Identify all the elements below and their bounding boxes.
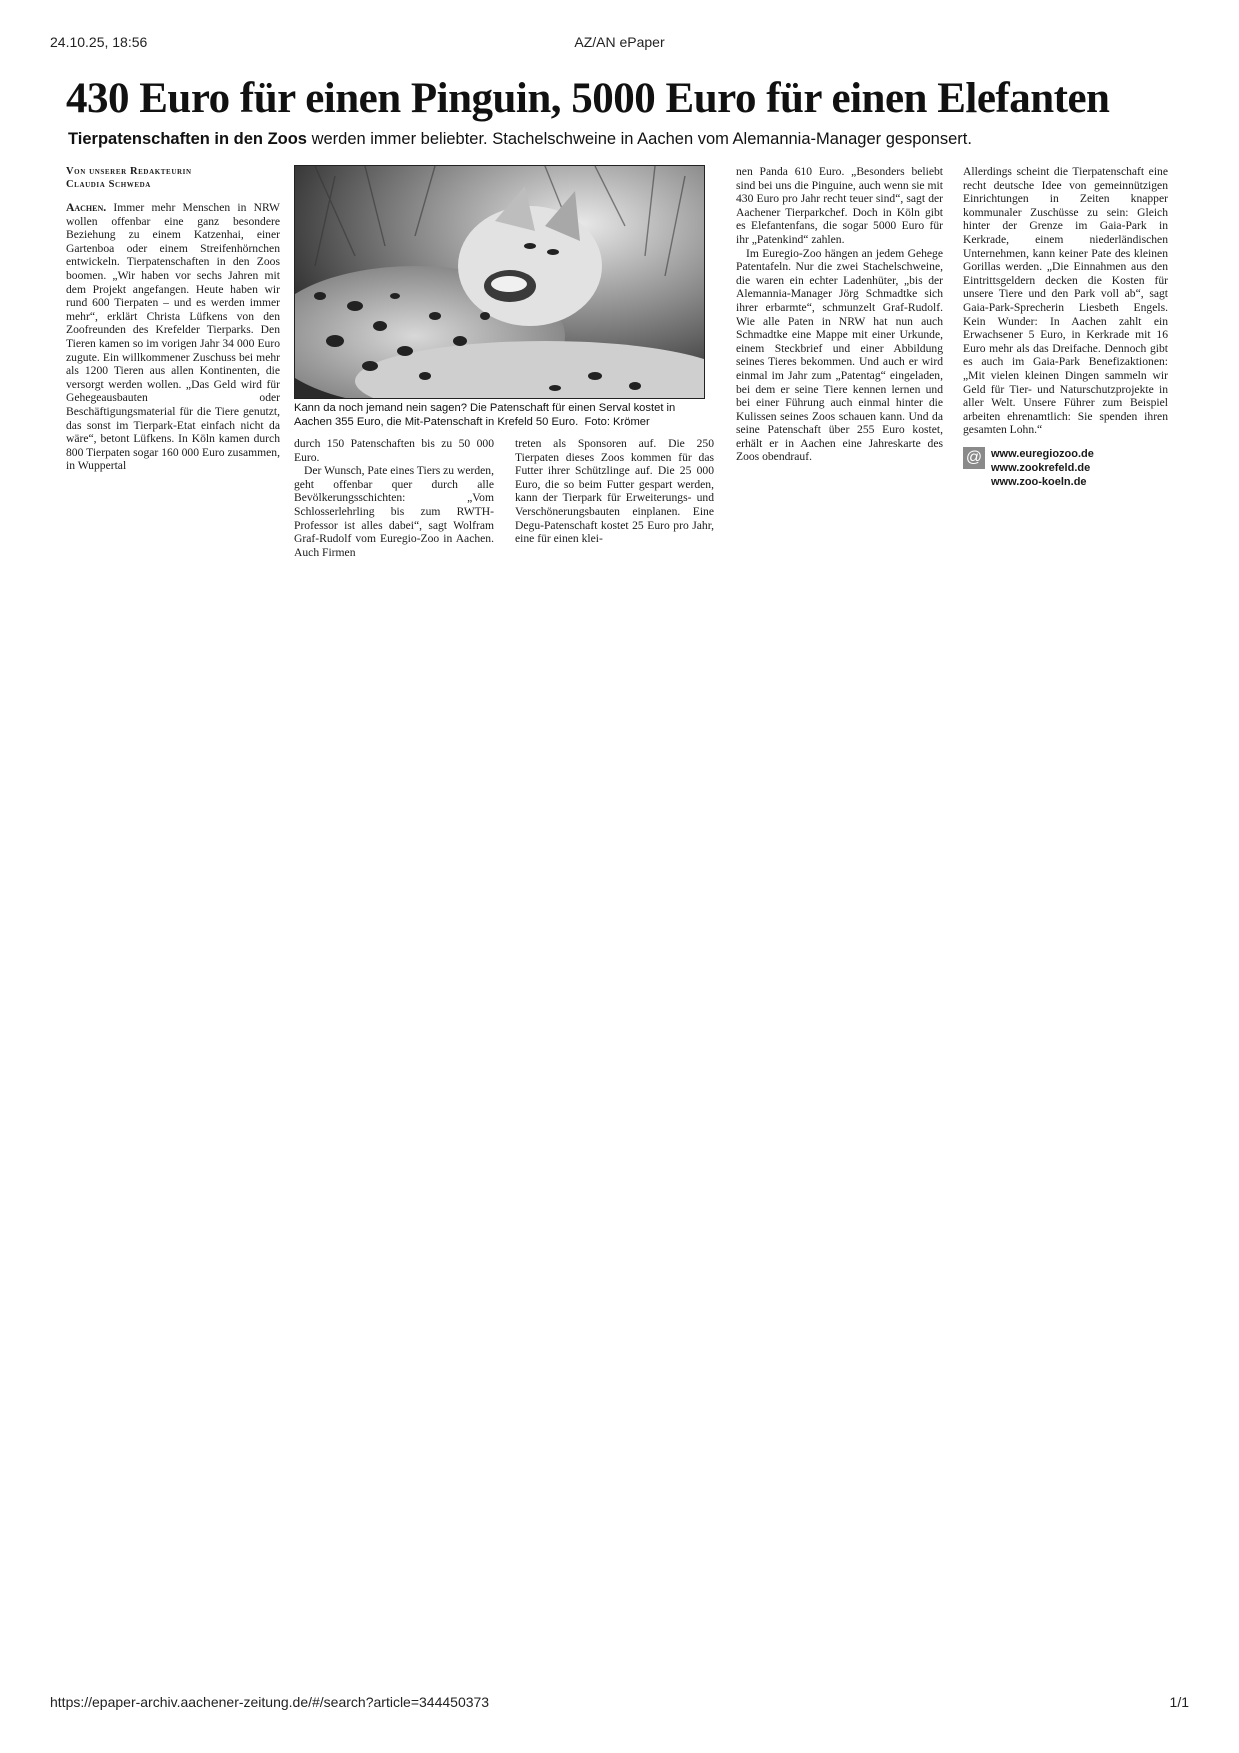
article-column-2: [294, 437, 494, 559]
article-subhead: [68, 130, 1178, 149]
link-zoo-koeln[interactable]: www.zoo-koeln.de: [991, 475, 1087, 488]
photo-caption: [294, 401, 706, 429]
link-zookrefeld[interactable]: www.zookrefeld.de: [991, 461, 1091, 474]
paragraph: Allerdings scheint die Tierpatenschaft eine recht deutsche Idee von gemeinnützigen Einrichtungen in Zeiten knapper kommunaler Zuschüsse zu sein: Gleich hinter der Grenze im Gaia-Park in Kerkrade, einem niederländischen Unternehmen, kann keiner Pate des kleinen Gorillas werden. „Die Einnahmen aus den Eintrittsgeldern decken die Kosten für unsere Tiere und den Park voll ab“, sagt Gaia-Park-Sprecherin Liesbeth Engels. Kein Wunder: In Aachen zahlt ein Erwachsener 5 Euro, in Kerkrade mit 16 Euro mehr als das Dreifache. Dennoch gibt es auch im Gaia-Park Benefizaktionen: „Mit vielen kleinen Dingen sammeln wir Geld für Tier- und Naturschutzprojekte in aller Welt. Unsere Führer zum Beispiel arbeiten ehrenamtlich: Sie spenden ihren gesamten Lohn.“: [963, 165, 1168, 437]
subhead-rest: werden immer beliebter. Stachelschweine in Aachen vom Alemannia-Manager gesponsert.: [306, 130, 972, 148]
article-column-5: [963, 165, 1168, 489]
article-headline: 430 Euro für einen Pinguin, 5000 Euro für einen Elefanten: [66, 75, 1110, 122]
article-column-4: [736, 165, 943, 464]
dateline: Aachen.: [66, 201, 107, 214]
print-page-title: AZ/AN ePaper: [574, 34, 665, 50]
zoo-links-box: [963, 447, 1168, 489]
paragraph: Der Wunsch, Pate eines Tiers zu werden, geht offenbar quer durch alle Bevölkerungsschichten: „Vom Schlosserlehrling bis zum RWTH-Professor ist alles dabei“, sagt Wolfram Graf-Rudolf vom Euregio-Zoo in Aachen. Auch Firmen: [294, 464, 494, 559]
paragraph: treten als Sponsoren auf. Die 250 Tierpaten dieses Zoos kommen für das Futter ihrer Schützlinge auf. Die 25 000 Euro, die so beim Futter gespart werden, kann der Tierpark für Erweiterungs- und Verschönerungsbauten einplanen. Eine Degu-Patenschaft kostet 25 Euro pro Jahr, eine für einen klei-: [515, 437, 714, 546]
photo-credit: Foto: Krömer: [584, 416, 650, 428]
print-page-number: 1/1: [1169, 1694, 1189, 1710]
caption-text: Kann da noch jemand nein sagen? Die Patenschaft für einen Serval kostet in Aachen 355 Euro, die Mit-Patenschaft in Krefeld 50 Euro.: [294, 402, 676, 428]
paragraph: [66, 201, 280, 473]
at-sign-icon: @: [963, 447, 985, 469]
byline: [66, 165, 280, 191]
newspaper-clipping: [60, 74, 1180, 579]
subhead-bold: Tierpatenschaften in den Zoos: [68, 130, 307, 148]
article-column-3: [515, 437, 714, 546]
article-column-1: [66, 165, 280, 473]
paragraph-text: Immer mehr Menschen in NRW wollen offenbar eine ganz besondere Beziehung zu einem Katzenhai, einer Gartenboa oder einem Streifenhörnchen entwickeln. Tierpatenschaften in den Zoos boomen. „Wir haben vor sechs Jahren mit dem Projekt angefangen. Heute haben wir rund 600 Tierpaten – und es werden immer mehr“, erklärt Christa Lüfkens von den Zoofreunden des Krefelder Tierparks. Den Tieren kamen so im vorigen Jahr 34 000 Euro zugute. Ein willkommener Zuschuss bei mehr als 1200 Tieren aus allen Kontinenten, die versorgt werden wollen. „Das Geld wird für Gehegeausbauten oder Beschäftigungsmaterial für die Tiere genutzt, das sonst im Tierpark-Etat einfach nicht da wäre“, betont Lüfkens. In Köln kamen durch 800 Tierpaten sogar 160 000 Euro zusammen, in Wuppertal: [66, 201, 280, 473]
link-euregiozoo[interactable]: www.euregiozoo.de: [991, 447, 1094, 460]
zoo-links-list: [991, 447, 1094, 489]
serval-photo-illustration: [295, 166, 704, 398]
byline-role: Von unserer Redakteurin: [66, 166, 192, 177]
print-url[interactable]: https://epaper-archiv.aachener-zeitung.de/#/search?article=344450373: [50, 1694, 490, 1710]
byline-author: Claudia Schweda: [66, 179, 151, 190]
paragraph: nen Panda 610 Euro. „Besonders beliebt sind bei uns die Pinguine, auch wenn sie mit 430 Euro pro Jahr recht teuer sind“, sagt der Aachener Tierparkchef. Doch in Köln gibt es Elefantenfans, die sogar 5000 Euro für ihr „Patenkind“ zahlen.: [736, 165, 943, 246]
serval-photo: [294, 165, 705, 399]
print-datetime: 24.10.25, 18:56: [50, 34, 148, 50]
paragraph: Im Euregio-Zoo hängen an jedem Gehege Patentafeln. Nur die zwei Stachelschweine, die waren ein echter Ladenhüter, „bis der Alemannia-Manager Jörg Schmadtke sich ihrer erbarmte“, schmunzelt Graf-Rudolf. Wie alle Paten in NRW hat nun auch Schmadtke eine Mappe mit einer Urkunde, einem Steckbrief und einer Abbildung seines Tieres bekommen. Und auch er wird einmal im Jahr zum „Patentag“ eingeladen, bei dem er seine Tiere kennen lernen und bei einer Führung auch einmal hinter die Kulissen seines Zoos schauen kann. Und da seine Patenschaft über 255 Euro kostet, erhält er in Aachen eine Jahreskarte des Zoos obendrauf.: [736, 246, 943, 464]
paragraph: durch 150 Patenschaften bis zu 50 000 Euro.: [294, 437, 494, 464]
